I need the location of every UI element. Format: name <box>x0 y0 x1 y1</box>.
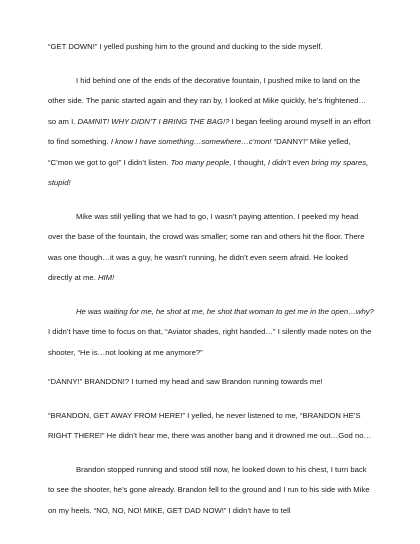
italic-text-run: DAMNIT! WHY DIDN’T I BRING THE BAG!? <box>77 116 230 126</box>
paragraph <box>48 207 374 289</box>
text-run: “GET DOWN!” I yelled pushing him to the ground and ducking to the side myself. <box>48 42 323 51</box>
italic-text-run: I know I have something…somewhere…c’mon! <box>110 137 272 146</box>
italic-text-run: I didn’t even bring my spares, stupid! <box>48 157 369 187</box>
paragraph <box>48 71 374 194</box>
document-body <box>48 37 374 534</box>
italic-text-run: He was waiting for me, he shot at me, he shot that woman to get me in the open…why? <box>76 306 374 316</box>
text-run: “DANNY!” BRANDON!? I turned my head and saw Brandon running towards me! <box>48 377 323 386</box>
text-run: I began feeling around myself in an effort to find something. <box>48 116 371 146</box>
italic-text-run: Too many people, <box>170 157 232 167</box>
paragraph <box>48 302 374 364</box>
text-run: I thought, <box>231 157 268 167</box>
text-run: Brandon stopped running and stood still now, he looked down to his chest, I turn back to see the shooter, he’s gone already. Brandon fell to the ground and I run to his side with Mike on my heels. “NO, NO, NO! MIKE, GET DAD NOW!” I didn’t have to tell <box>48 464 370 515</box>
text-run: “DANNY!” Mike yelled, “C’mon we got to go!” I didn’t listen. <box>48 137 351 167</box>
italic-text-run: HIM! <box>97 273 115 282</box>
text-run: I hid behind one of the ends of the decorative fountain, I pushed mike to land on the other side. The panic started again and they ran by, I looked at Mike quickly, he’s frightened…so am I. <box>48 75 367 126</box>
paragraph <box>48 406 374 447</box>
paragraph <box>48 37 374 58</box>
paragraph <box>48 372 374 393</box>
paragraph <box>48 460 374 522</box>
text-run: I didn’t have time to focus on that, “Aviator shades, right handed…” I silently made notes on the shooter, “He is…not looking at me anymore?” <box>48 327 372 357</box>
text-run: “BRANDON, GET AWAY FROM HERE!” I yelled, he never listened to me, “BRANDON HE’S RIGHT THERE!” He didn’t hear me, there was another bang and it drowned me out…God no… <box>48 410 372 440</box>
text-run: Mike was still yelling that we had to go, I wasn’t paying attention. I peeked my head over the base of the fountain, the crowd was smaller; some ran and others hit the floor. There was one though…it was a guy, he wasn’t running, he didn’t even seem afraid. He looked directly at me. <box>48 211 365 282</box>
